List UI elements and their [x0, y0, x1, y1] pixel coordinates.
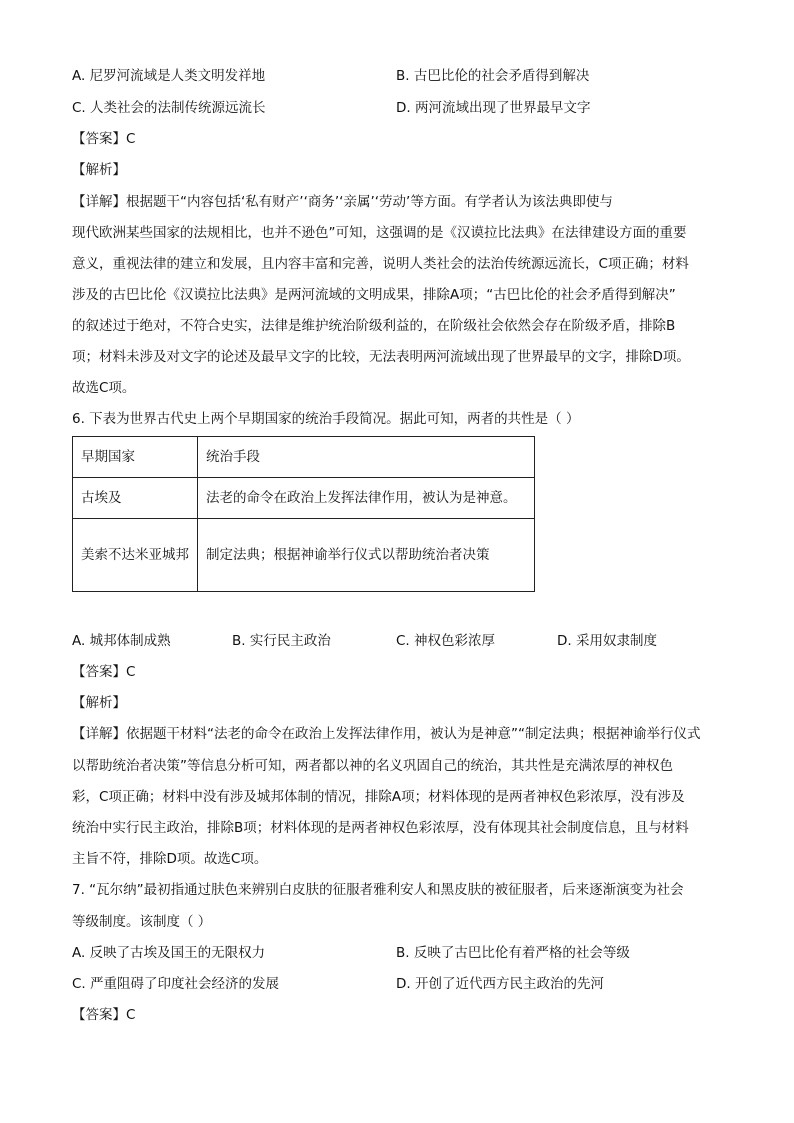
q6-detail-line: 以帮助统治者决策”等信息分析可知，两者都以神的名义巩固自己的统治，其共性是充满浓厚的神权色	[72, 758, 673, 774]
table-header-row	[73, 437, 535, 478]
q5-detail-line: 意义，重视法律的建立和发展，且内容丰富和完善，说明人类社会的法治传统源远流长，C项正确；材料	[72, 256, 689, 272]
q5-detail-line: 故选C项。	[72, 380, 136, 396]
q5-analysis-label: 【解析】	[72, 162, 126, 178]
q5-option-a: A. 尼罗河流域是人类文明发祥地	[72, 68, 266, 84]
table-cell: 法老的命令在政治上发挥法律作用，被认为是神意。	[198, 478, 535, 519]
q5-answer: 【答案】C	[72, 131, 136, 147]
q7-option-d: D. 开创了近代西方民主政治的先河	[396, 976, 604, 992]
q6-option-a: A. 城邦体制成熟	[72, 633, 171, 649]
q6-table	[72, 436, 535, 592]
q7-option-b: B. 反映了古巴比伦有着严格的社会等级	[396, 945, 630, 961]
table-cell: 美索不达米亚城邦	[73, 519, 198, 592]
q7-answer: 【答案】C	[72, 1007, 136, 1023]
q6-detail-line: 主旨不符，排除D项。故选C项。	[72, 851, 268, 867]
table-row	[73, 478, 535, 519]
q6-stem: 6. 下表为世界古代史上两个早期国家的统治手段简况。据此可知，两者的共性是（ ）	[72, 411, 580, 427]
q6-option-c: C. 神权色彩浓厚	[396, 633, 496, 649]
q7-stem-line: 等级制度。该制度（ ）	[72, 914, 212, 930]
table-cell: 古埃及	[73, 478, 198, 519]
q6-analysis-label: 【解析】	[72, 695, 126, 711]
q6-detail-line: 【详解】依据题干材料“法老的命令在政治上发挥法律作用，被认为是神意”“制定法典；根据神谕举行仪式	[72, 726, 701, 742]
q5-option-b: B. 古巴比伦的社会矛盾得到解决	[396, 68, 590, 84]
q6-detail-line: 彩，C项正确；材料中没有涉及城邦体制的情况，排除A项；材料体现的是两者神权色彩浓厚，没有涉及	[72, 789, 685, 805]
q6-option-b: B. 实行民主政治	[232, 633, 331, 649]
q6-detail-line: 统治中实行民主政治，排除B项；材料体现的是两者神权色彩浓厚，没有体现其社会制度信息，且与材料	[72, 820, 689, 836]
q6-option-d: D. 采用奴隶制度	[557, 633, 657, 649]
table-header-cell: 早期国家	[73, 437, 198, 478]
q5-detail-line: 项；材料未涉及对文字的论述及最早文字的比较，无法表明两河流域出现了世界最早的文字，排除D项。	[72, 349, 690, 365]
q5-detail-line: 【详解】根据题干“内容包括‘私有财产’‘商务’‘亲属’‘劳动’等方面。有学者认为该法典即使与	[72, 194, 613, 210]
q5-detail-line: 的叙述过于绝对，不符合史实，法律是维护统治阶级利益的，在阶级社会依然会存在阶级矛盾，排除B	[72, 318, 676, 334]
q7-stem-line: 7. “瓦尔纳”最初指通过肤色来辨别白皮肤的征服者雅利安人和黑皮肤的被征服者，后来逐渐演变为社会	[72, 882, 684, 898]
q6-answer: 【答案】C	[72, 664, 136, 680]
q5-option-d: D. 两河流域出现了世界最早文字	[396, 100, 591, 116]
table-row	[73, 519, 535, 592]
q7-option-a: A. 反映了古埃及国王的无限权力	[72, 945, 266, 961]
table-cell: 制定法典；根据神谕举行仪式以帮助统治者决策	[198, 519, 535, 592]
q5-detail-line: 涉及的古巴比伦《汉谟拉比法典》是两河流域的文明成果，排除A项；“古巴比伦的社会矛盾得到解决”	[72, 287, 676, 303]
table-header-cell: 统治手段	[198, 437, 535, 478]
q7-option-c: C. 严重阻碍了印度社会经济的发展	[72, 976, 280, 992]
q5-option-c: C. 人类社会的法制传统源远流长	[72, 100, 266, 116]
q5-detail-line: 现代欧洲某些国家的法规相比，也并不逊色”可知，这强调的是《汉谟拉比法典》在法律建设方面的重要	[72, 225, 687, 241]
